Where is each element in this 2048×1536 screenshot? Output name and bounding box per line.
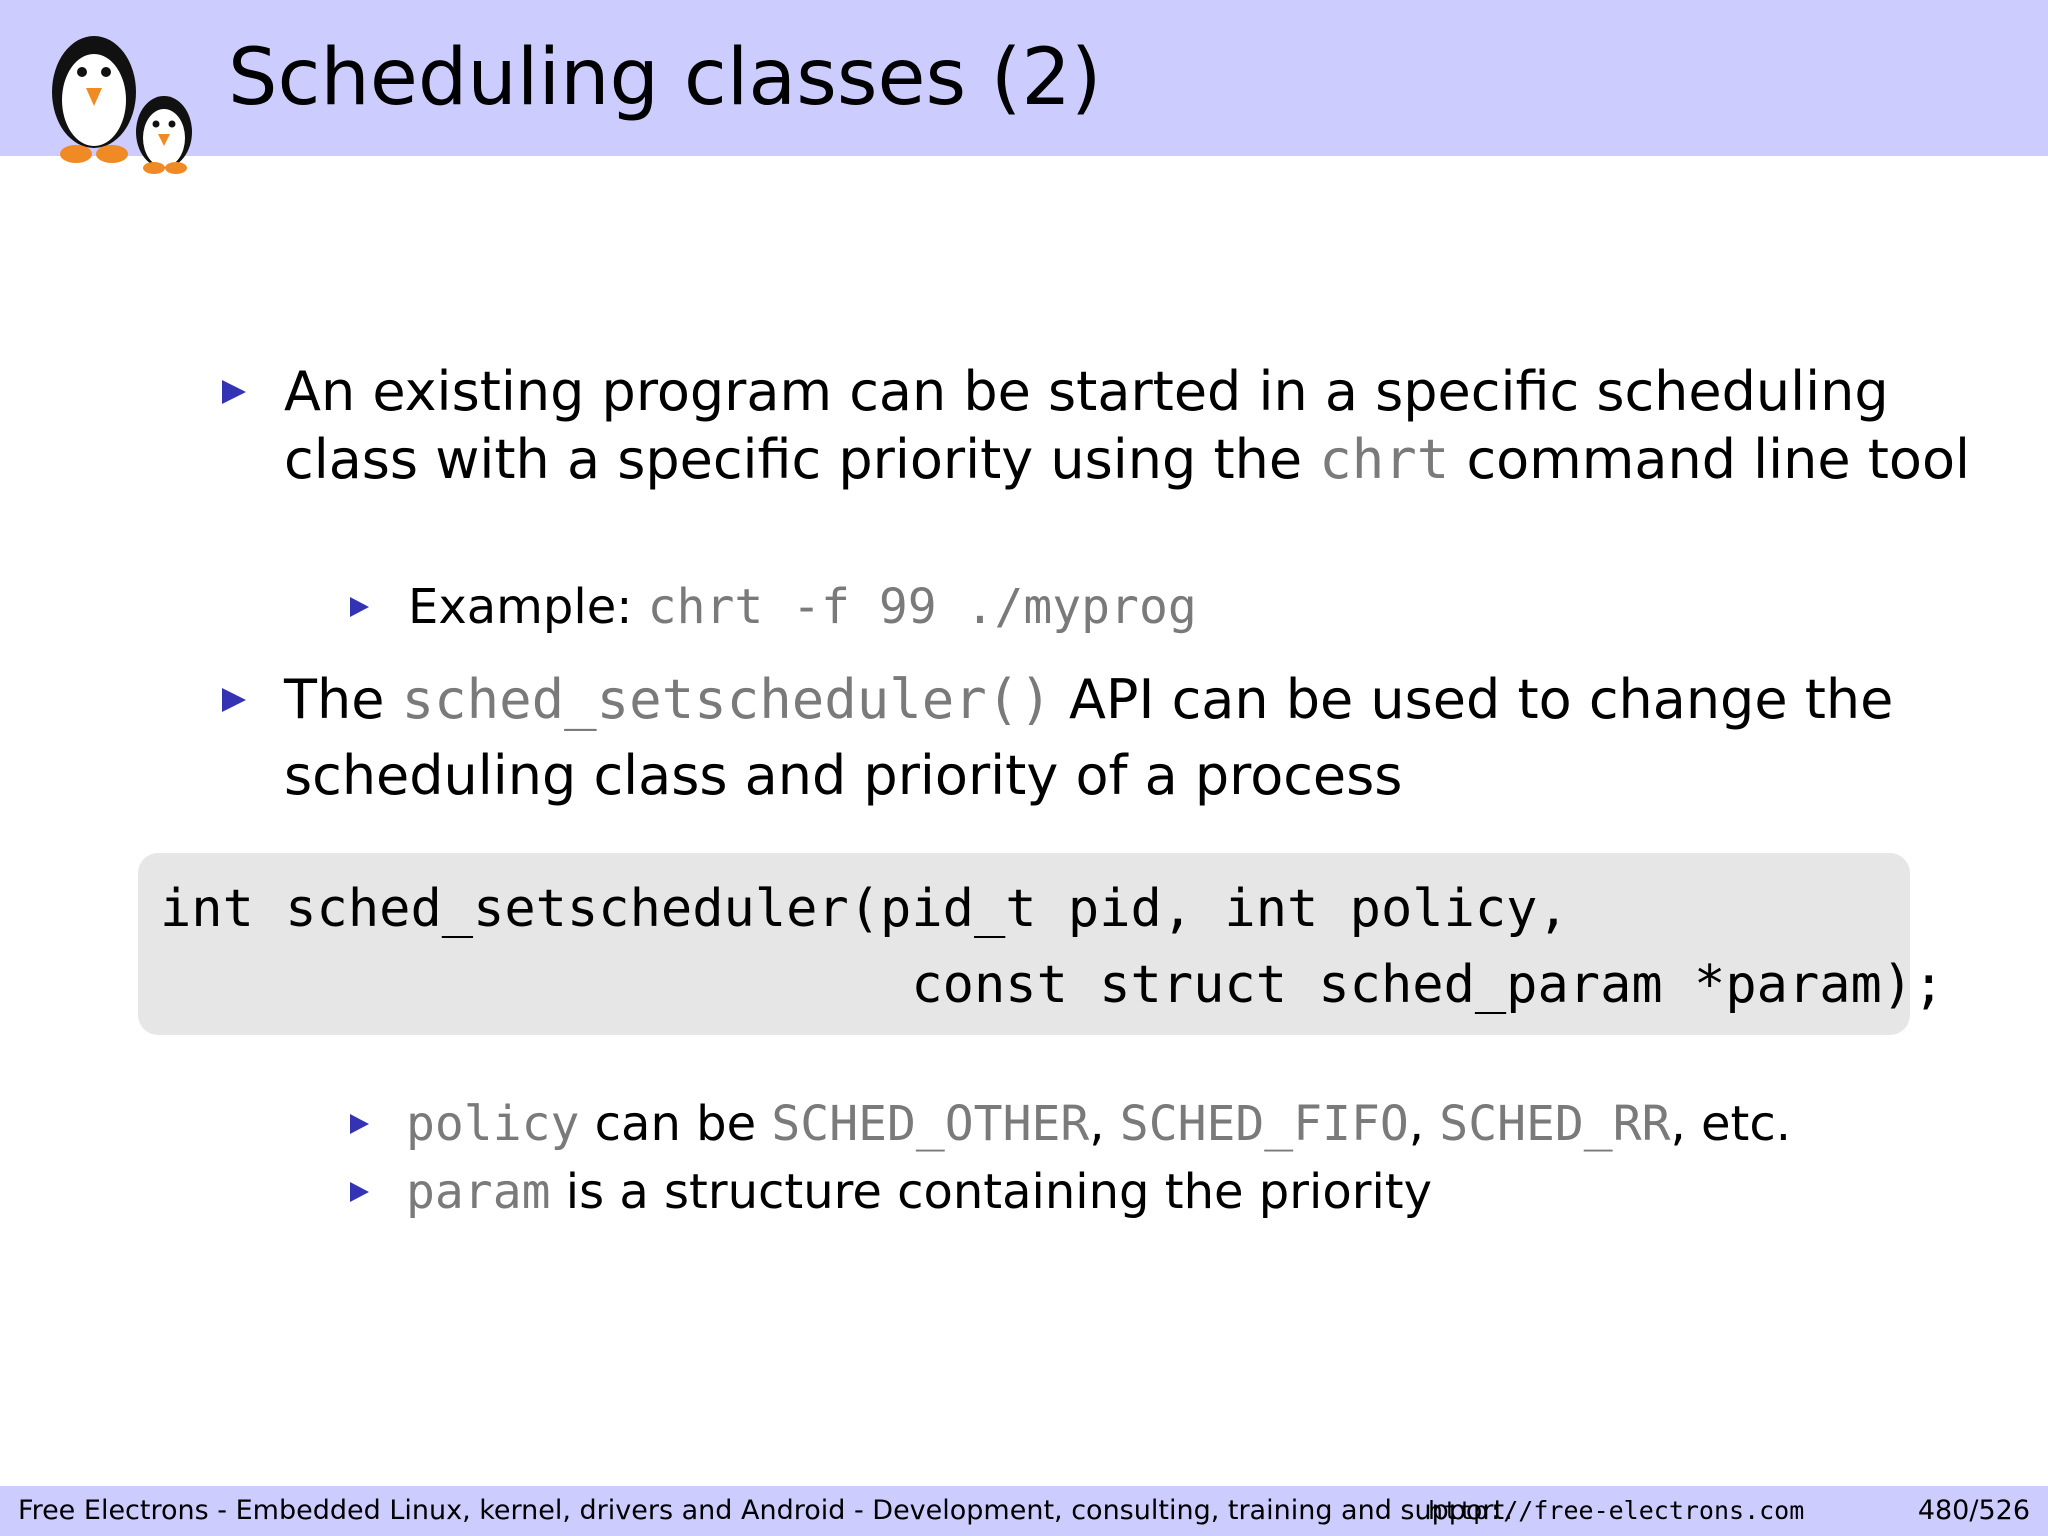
bullet-1-line-1: An existing program can be started in a specific scheduling [284,360,1889,423]
bullet-1-line-2 [284,426,1970,494]
example-item [408,575,1197,639]
page-number: 480/526 [1917,1495,2030,1526]
slide-header [0,0,2048,156]
bullet-2-text: The [284,668,402,731]
param-item [406,1160,1432,1224]
triangle-bullet-icon [350,597,369,617]
slide-title: Scheduling classes (2) [228,33,1102,123]
param-code: param [406,1164,551,1220]
footer-url-link[interactable]: http://free-electrons.com [1428,1496,1805,1525]
penguin-logo-icon [36,30,206,180]
comma: , [1089,1096,1120,1152]
bullet-2-line-1 [284,666,1893,734]
example-label: Example: [408,579,648,635]
slide-footer [0,1486,2048,1536]
function-signature: int sched_setscheduler(pid_t pid, int policy, const struct sched_param *param); [160,879,1945,1015]
policy-code: policy [406,1096,580,1152]
sched-fifo-code: SCHED_FIFO [1119,1096,1409,1152]
bullet-2-line-2: scheduling class and priority of a process [284,744,1403,807]
footer-credit: Free Electrons - Embedded Linux, kernel, drivers and Android - Development, consulting, training and support. [18,1495,1513,1526]
sched-rr-code: SCHED_RR [1439,1096,1671,1152]
chrt-code: chrt [1319,428,1450,491]
sched-setscheduler-code: sched_setscheduler() [401,668,1052,731]
bullet-2-text-end: API can be used to change the [1051,668,1894,731]
bullet-1-text-end: command line tool [1449,428,1971,491]
code-block [138,853,1945,1035]
policy-text-end: , etc. [1670,1096,1791,1152]
triangle-bullet-icon [350,1182,369,1202]
triangle-bullet-icon [350,1114,369,1134]
policy-text: can be [579,1096,772,1152]
bullet-1-text: class with a specific priority using the [284,428,1320,491]
sched-other-code: SCHED_OTHER [771,1096,1090,1152]
policy-item [406,1092,1791,1156]
triangle-bullet-icon [222,688,246,712]
example-command: chrt -f 99 ./myprog [647,579,1197,635]
param-text: is a structure containing the priority [550,1164,1433,1220]
comma: , [1408,1096,1440,1152]
triangle-bullet-icon [222,380,246,404]
